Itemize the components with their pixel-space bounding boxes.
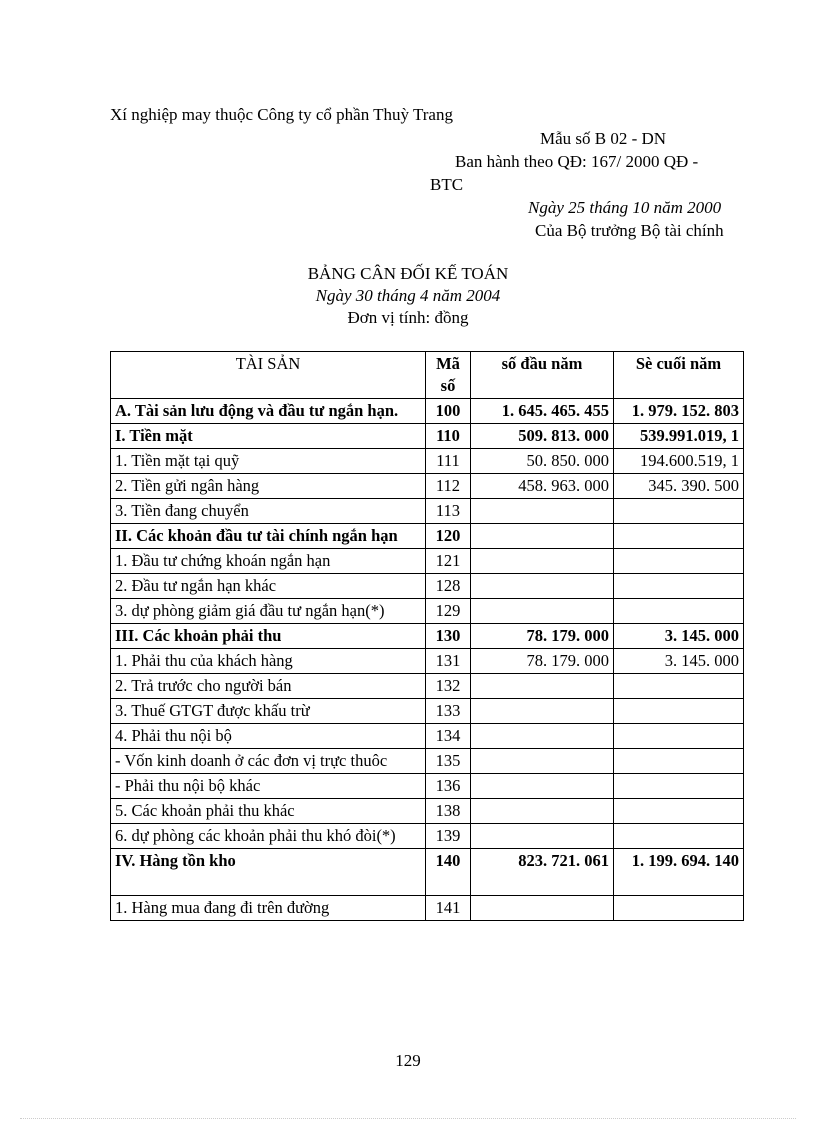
row-name: - Phải thu nội bộ khác [111,774,426,799]
row-code: 135 [426,749,471,774]
row-begin: 78. 179. 000 [471,649,614,674]
table-row [111,399,744,424]
table-row [111,549,744,574]
row-name: III. Các khoản phải thu [111,624,426,649]
table-row [111,574,744,599]
row-begin: 1. 645. 465. 455 [471,399,614,424]
row-name: 5. Các khoản phải thu khác [111,799,426,824]
row-end [614,499,744,524]
row-begin [471,674,614,699]
row-begin: 50. 850. 000 [471,449,614,474]
issuer: Của Bộ trưởng Bộ tài chính [535,221,724,240]
row-code: 131 [426,649,471,674]
document-title: BẢNG CÂN ĐỐI KẾ TOÁN [307,264,509,283]
row-name: A. Tài sản lưu động và đầu tư ngắn hạn. [111,399,426,424]
table-row [111,599,744,624]
row-begin: 78. 179. 000 [471,624,614,649]
row-name: 4. Phải thu nội bộ [111,724,426,749]
row-begin [471,599,614,624]
row-name: - Vốn kinh doanh ở các đơn vị trực thuôc [111,749,426,774]
header-code: Mã số [426,352,471,399]
table-row [111,474,744,499]
row-begin [471,499,614,524]
row-code: 134 [426,724,471,749]
row-begin [471,774,614,799]
header-end-year: Sè cuối năm [614,352,744,399]
row-end [614,574,744,599]
row-end [614,824,744,849]
row-name: 3. Thuế GTGT được khấu trừ [111,699,426,724]
company-name: Xí nghiệp may thuộc Công ty cổ phần Thuỳ Trang [110,105,453,124]
row-begin [471,724,614,749]
row-code: 132 [426,674,471,699]
table-row [111,824,744,849]
row-end [614,774,744,799]
header-begin-year: số đầu năm [471,352,614,399]
form-number: Mẫu số B 02 - DN [540,129,667,148]
row-name: IV. Hàng tồn kho [111,849,426,896]
row-name: 2. Trả trước cho người bán [111,674,426,699]
row-end: 194.600.519, 1 [614,449,744,474]
row-begin [471,824,614,849]
row-end [614,699,744,724]
row-code: 120 [426,524,471,549]
row-end [614,549,744,574]
row-end [614,749,744,774]
table-row [111,499,744,524]
row-end [614,599,744,624]
row-code: 111 [426,449,471,474]
row-name: 1. Đầu tư chứng khoán ngắn hạn [111,549,426,574]
table-row [111,724,744,749]
row-end [614,724,744,749]
row-end: 1. 199. 694. 140 [614,849,744,896]
row-name: 3. dự phòng giảm giá đầu tư ngắn hạn(*) [111,599,426,624]
page-number: 129 [395,1051,421,1070]
row-end: 1. 979. 152. 803 [614,399,744,424]
row-code: 140 [426,849,471,896]
row-name: 3. Tiền đang chuyển [111,499,426,524]
issued-by: Ban hành theo QĐ: 167/ 2000 QĐ - [455,152,699,171]
row-code: 141 [426,896,471,921]
row-end [614,674,744,699]
row-code: 128 [426,574,471,599]
row-begin [471,574,614,599]
row-begin: 823. 721. 061 [471,849,614,896]
row-name: 1. Hàng mua đang đi trên đường [111,896,426,921]
row-code: 138 [426,799,471,824]
row-code: 121 [426,549,471,574]
title-block [0,263,816,329]
table-row [111,896,744,921]
row-end [614,799,744,824]
table-header-row [111,352,744,399]
table-row [111,799,744,824]
issue-date: Ngày 25 tháng 10 năm 2000 [528,198,722,217]
row-code: 113 [426,499,471,524]
issued-by-continuation: BTC [430,175,464,194]
row-end: 345. 390. 500 [614,474,744,499]
row-begin [471,896,614,921]
row-begin [471,524,614,549]
row-name: 2. Tiền gửi ngân hàng [111,474,426,499]
table-row [111,424,744,449]
report-date: Ngày 30 tháng 4 năm 2004 [315,286,501,306]
table-row [111,674,744,699]
row-name: 1. Phải thu của khách hàng [111,649,426,674]
row-name: 6. dự phòng các khoản phải thu khó đòi(*) [111,824,426,849]
row-begin [471,699,614,724]
row-end: 3. 145. 000 [614,624,744,649]
row-code: 112 [426,474,471,499]
row-end [614,896,744,921]
table-row [111,849,744,896]
row-name: I. Tiền mặt [111,424,426,449]
table-row [111,524,744,549]
table-row [111,774,744,799]
currency-unit: Đơn vị tính: đồng [347,308,469,328]
table-row [111,649,744,674]
header-assets: TÀI SẢN [111,352,426,399]
row-name: 2. Đầu tư ngắn hạn khác [111,574,426,599]
balance-sheet-table [110,351,744,921]
row-begin: 458. 963. 000 [471,474,614,499]
row-name: 1. Tiền mặt tại quỹ [111,449,426,474]
row-begin: 509. 813. 000 [471,424,614,449]
row-code: 136 [426,774,471,799]
row-code: 133 [426,699,471,724]
table-row [111,624,744,649]
row-code: 139 [426,824,471,849]
row-end: 3. 145. 000 [614,649,744,674]
row-begin [471,799,614,824]
table-row [111,749,744,774]
row-begin [471,549,614,574]
page-divider [20,1118,796,1119]
row-name: II. Các khoản đầu tư tài chính ngắn hạn [111,524,426,549]
table-row [111,699,744,724]
row-begin [471,749,614,774]
row-code: 130 [426,624,471,649]
row-code: 100 [426,399,471,424]
table-row [111,449,744,474]
row-end [614,524,744,549]
row-code: 129 [426,599,471,624]
row-end: 539.991.019, 1 [614,424,744,449]
row-code: 110 [426,424,471,449]
